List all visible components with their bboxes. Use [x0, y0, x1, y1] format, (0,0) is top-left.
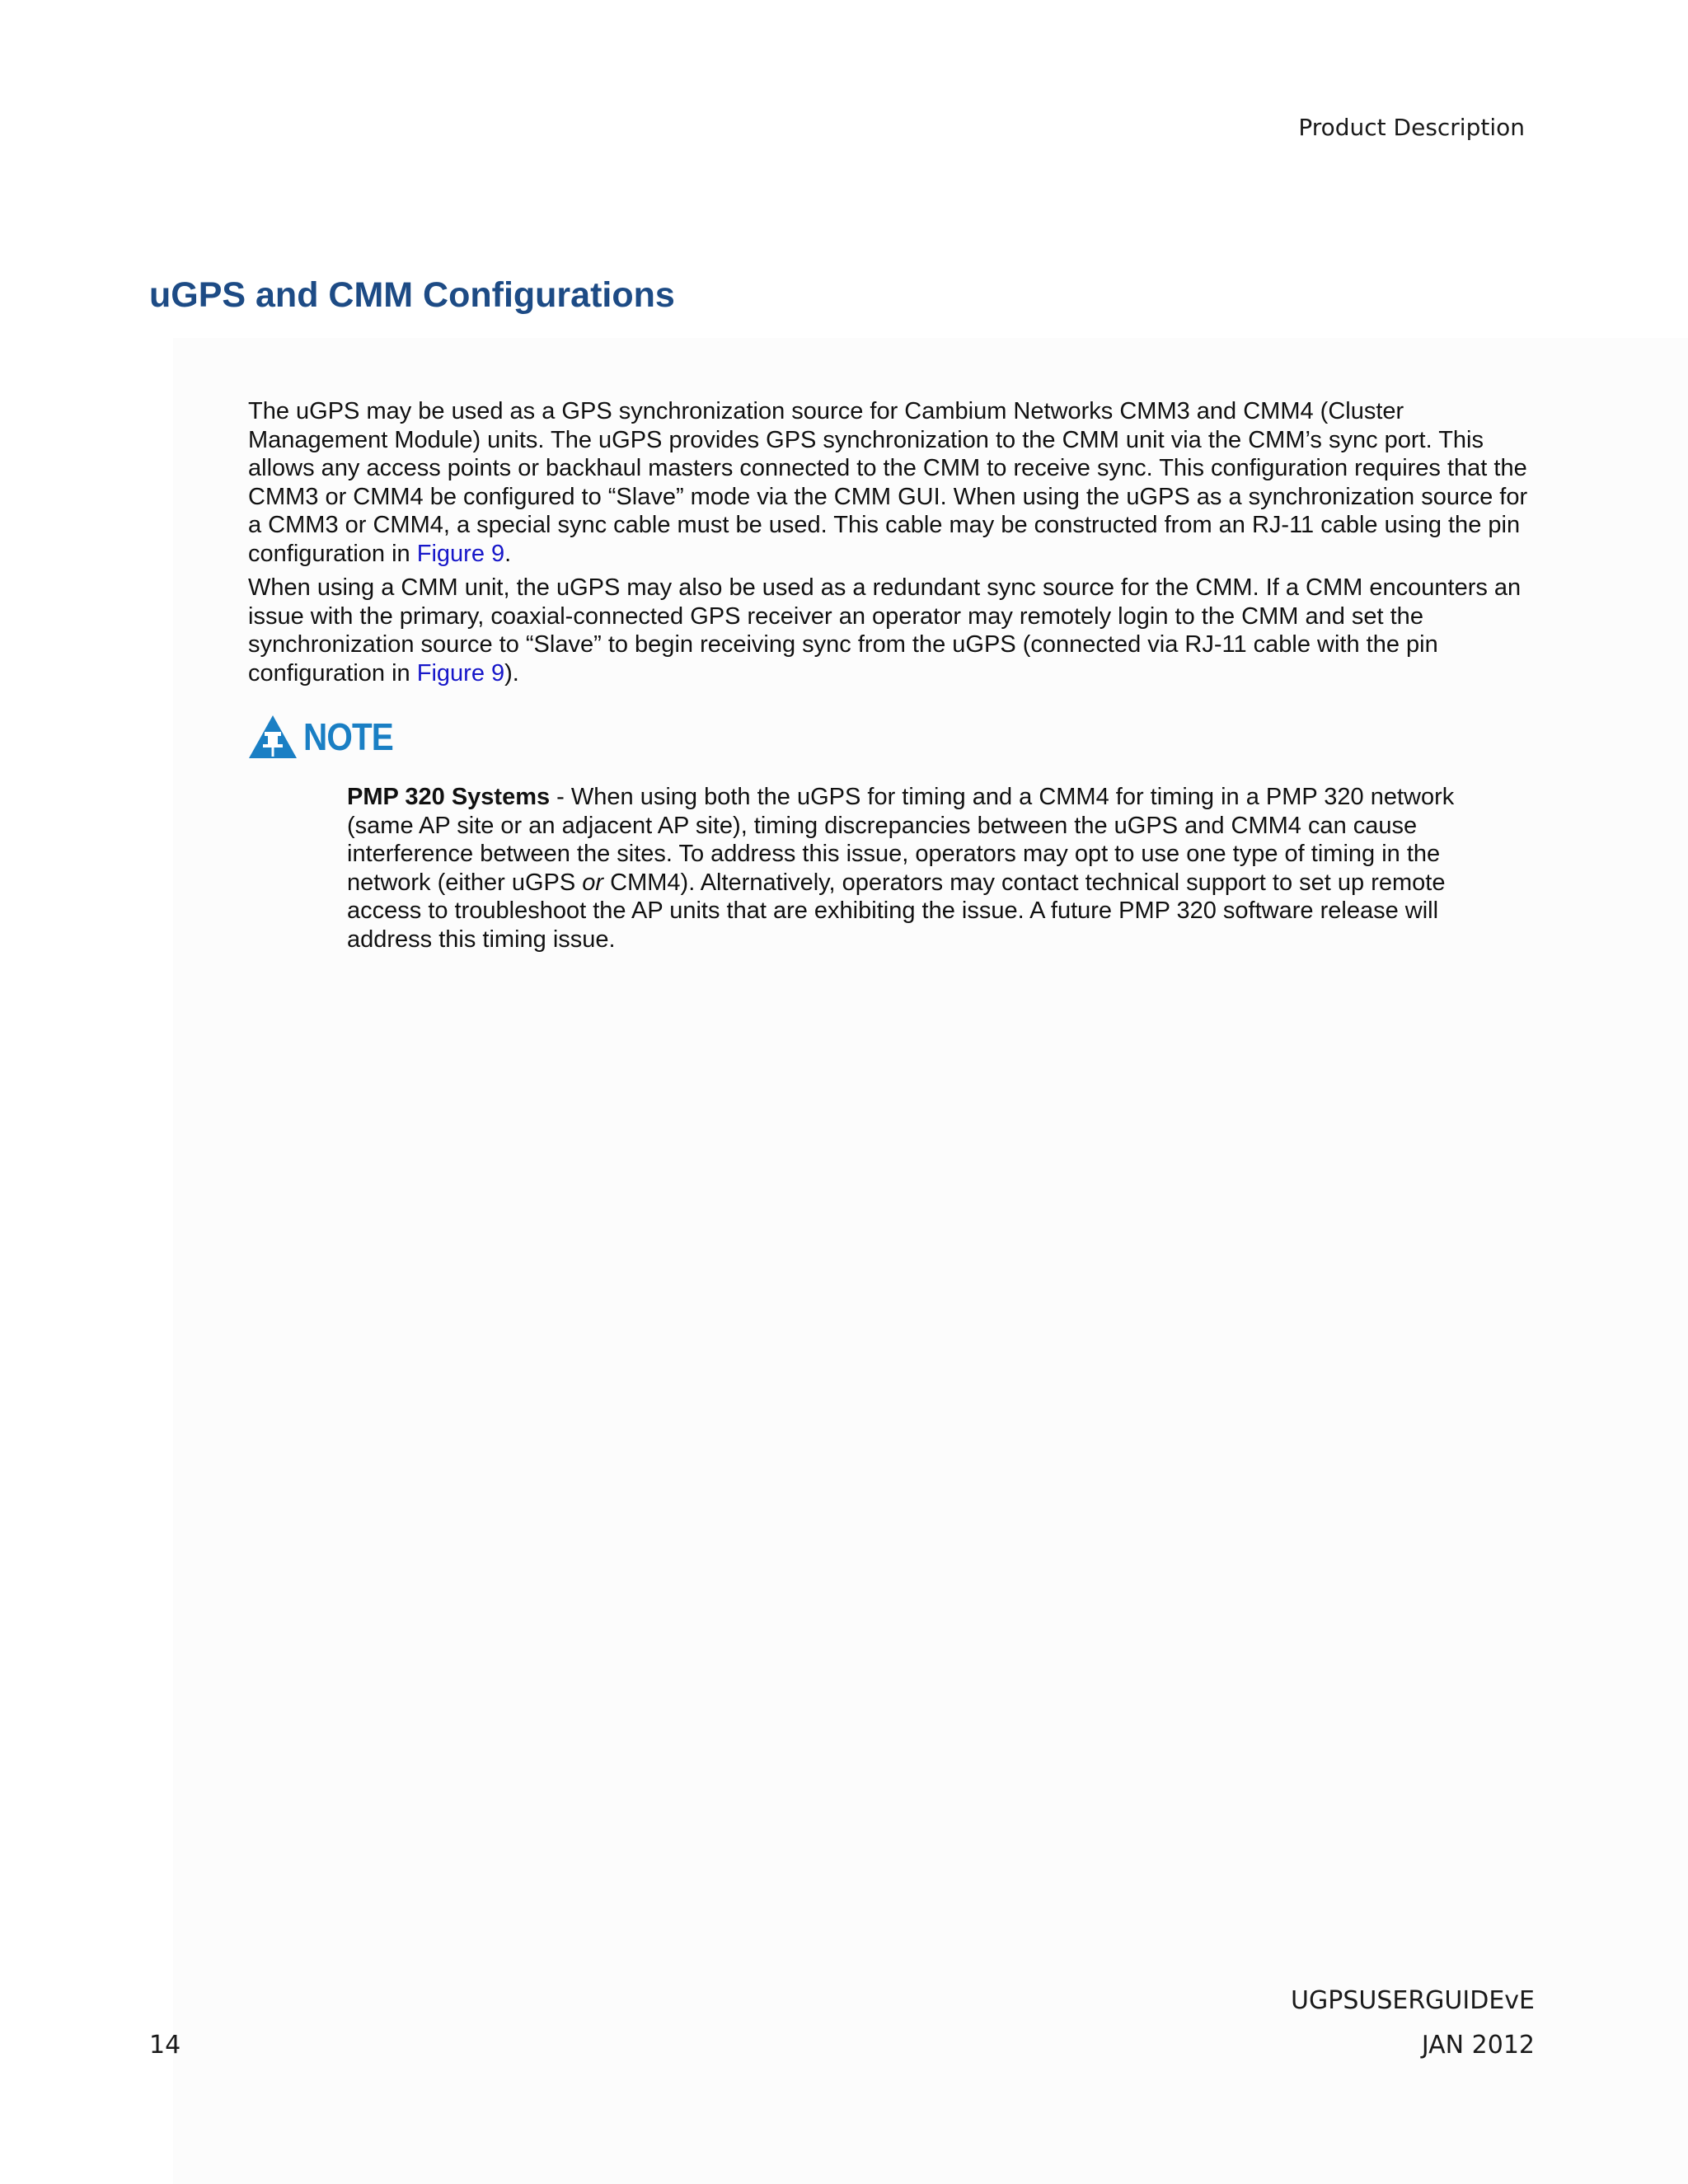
- footer-doc-id: UGPSUSERGUIDEvE: [1291, 1986, 1535, 2015]
- paragraph-redundant-sync: [248, 574, 1542, 687]
- body-text: [248, 397, 1542, 693]
- note-text: - When using both the uGPS for timing and a CMM4 for timing in a PMP 320 network (same AP site or an adjacent AP site), timing discrepancies between the uGPS and CMM4 can cause interference between the sites. To address this issue, operators may opt to use one type of timing in the network (either uGPS: [347, 784, 1455, 896]
- note-pushpin-icon: [247, 714, 298, 760]
- figure-9-link[interactable]: Figure 9: [416, 540, 505, 567]
- paragraph-tail: .: [504, 540, 512, 567]
- paragraph-text: The uGPS may be used as a GPS synchronization source for Cambium Networks CMM3 and CMM4 (Cluster Management Module) units. The uGPS provides GPS synchronization to the CMM unit via the CMM’s sync port. This allows any access points or backhaul masters connected to the CMM to receive sync. This configuration requires that the CMM3 or CMM4 be configured to “Slave” mode via the CMM GUI. When using the uGPS as a synchronization source for a CMM3 or CMM4, a special sync cable must be used. This cable may be constructed from an RJ-11 cable using the pin configuration in: [248, 398, 1528, 567]
- note-body: [347, 783, 1526, 954]
- running-header: Product Description: [1298, 114, 1525, 141]
- paragraph-cmm-sync-source: [248, 397, 1542, 568]
- note-subject: PMP 320 Systems: [347, 784, 551, 810]
- section-title: uGPS and CMM Configurations: [149, 275, 675, 315]
- note-paragraph: [347, 783, 1526, 954]
- footer-date: JAN 2012: [1421, 2031, 1535, 2060]
- figure-9-link[interactable]: Figure 9: [416, 659, 505, 687]
- note-heading: [247, 714, 406, 760]
- footer-page-number: 14: [149, 2031, 181, 2060]
- paragraph-tail: ).: [504, 659, 519, 687]
- paragraph-text: When using a CMM unit, the uGPS may also be used as a redundant sync source for the CMM. If a CMM encounters an issue with the primary, coaxial-connected GPS receiver an operator may remotely login to the CMM and set the synchronization source to “Slave” to begin receiving sync from the uGPS (connected via RJ-11 cable with the pin configuration in: [248, 574, 1522, 687]
- note-text: CMM4). Alternatively, operators may contact technical support to set up remote access to troubleshoot the AP units that are exhibiting the issue. A future PMP 320 software release will address this timing issue.: [347, 869, 1446, 953]
- note-label: NOTE: [303, 715, 393, 758]
- note-emphasis: or: [582, 869, 604, 896]
